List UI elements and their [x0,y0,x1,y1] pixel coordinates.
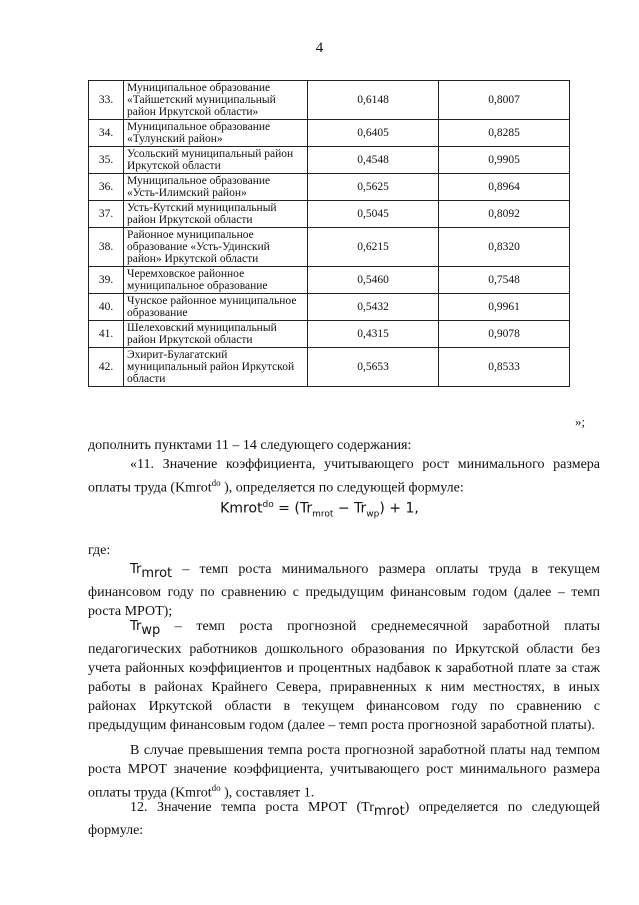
row-number: 35. [89,147,124,174]
where-label: где: [88,543,111,558]
row-value-1: 0,5653 [308,348,439,387]
row-value-1: 0,5460 [308,267,439,294]
row-value-2: 0,9078 [439,321,570,348]
row-value-2: 0,9905 [439,147,570,174]
page-number: 4 [315,40,324,56]
table-row [89,321,570,348]
table-row [89,81,570,120]
row-value-1: 0,6148 [308,81,439,120]
paragraph-11: «11. Значение коэффициента, учитывающего рост минимального размера оплаты труда (Kmrot$^{do}$ ), определяется по следующей формуле: [88,457,600,496]
row-name: Чунское районное муниципальное образование [124,294,308,321]
row-value-1: 0,4548 [308,147,439,174]
table-row [89,228,570,267]
row-value-2: 0,8964 [439,174,570,201]
definition-tr-wp: $Tr_{wp}$ – темп роста прогнозной среднемесячной заработной платы педагогических работников дошкольного образования по Иркутской области без учета районных коэффициентов и процентных надбавок к заработной плате за стаж работы в районах Крайнего Севера, приравненных к ним местностях, в иных районах Иркутской области в текущем финансовом году по сравнению с предыдущим финансовым годом (далее – темп роста прогнозной заработной платы). [88,619,600,733]
row-number: 41. [89,321,124,348]
table-closing-quote: »; [575,414,586,429]
row-number: 40. [89,294,124,321]
table-row [89,267,570,294]
row-value-1: 0,5432 [308,294,439,321]
supplement-paragraph [88,436,600,455]
row-value-1: 0,6215 [308,228,439,267]
row-name: Усольский муниципальный район Иркутской области [124,147,308,174]
row-value-2: 0,8320 [439,228,570,267]
row-name: Черемховское районное муниципальное образование [124,267,308,294]
definition-tr-mrot: $Tr_{mrot}$ – темп роста минимального размера оплаты труда в текущем финансовом году по сравнению с предыдущим финансовым годом (далее – темп роста МРОТ); [88,562,600,619]
row-name: Усть-Кутский муниципальный район Иркутской области [124,201,308,228]
formula-kmrot: Kmrot$^{do}$ = $(Tr_{mrot} - Tr_{wp}) + 1$, [220,500,419,520]
row-name: Шелеховский муниципальный район Иркутской области [124,321,308,348]
table-row [89,120,570,147]
row-number: 42. [89,348,124,387]
row-name: Районное муниципальное образование «Усть-Удинский район» Иркутской области [124,228,308,267]
table-row [89,348,570,387]
table-body [89,81,570,387]
row-value-2: 0,8007 [439,81,570,120]
row-number: 37. [89,201,124,228]
row-value-1: 0,6405 [308,120,439,147]
supplement-text: дополнить пунктами 11 – 14 следующего содержания: [88,438,412,453]
row-value-2: 0,7548 [439,267,570,294]
table-row [89,201,570,228]
row-number: 36. [89,174,124,201]
row-name: Муниципальное образование «Тулунский район» [124,120,308,147]
table-row [89,147,570,174]
row-number: 39. [89,267,124,294]
row-number: 34. [89,120,124,147]
row-name: Эхирит-Булагатский муниципальный район Иркутской области [124,348,308,387]
row-value-2: 0,8092 [439,201,570,228]
row-value-2: 0,8533 [439,348,570,387]
row-value-1: 0,4315 [308,321,439,348]
row-value-1: 0,5045 [308,201,439,228]
row-number: 38. [89,228,124,267]
coefficients-table [88,80,570,387]
row-value-1: 0,5625 [308,174,439,201]
row-name: Муниципальное образование «Усть-Илимский район» [124,174,308,201]
table-row [89,174,570,201]
paragraph-12: 12. Значение темпа роста МРОТ $(Tr_{mrot})$ определяется по следующей формуле: [88,800,600,838]
row-value-2: 0,8285 [439,120,570,147]
table-row [89,294,570,321]
paragraph-exceed: В случае превышения темпа роста прогнозной заработной платы над темпом роста МРОТ значение коэффициента, учитывающего рост минимального размера оплаты труда (Kmrot$^{do}$ ), составляет 1. [88,743,600,801]
row-number: 33. [89,81,124,120]
row-value-2: 0,9961 [439,294,570,321]
row-name: Муниципальное образование «Тайшетский муниципальный район Иркутской области» [124,81,308,120]
